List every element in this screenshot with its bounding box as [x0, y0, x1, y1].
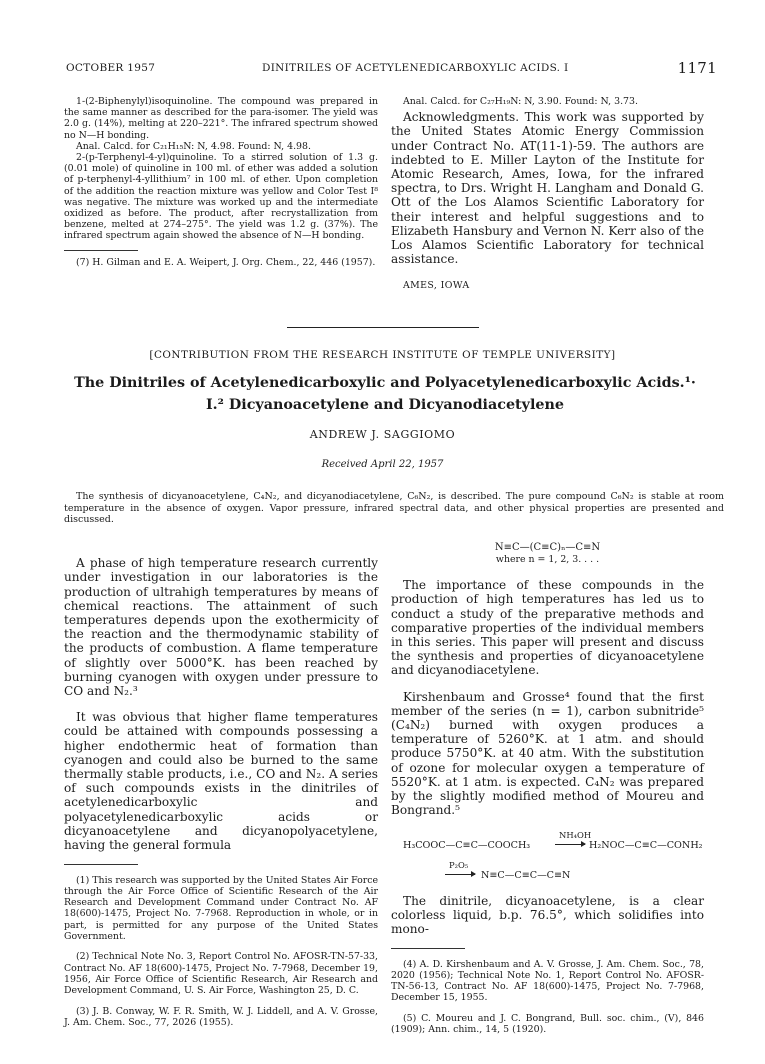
reagent-label: NH₄OH	[559, 829, 592, 840]
article-title	[60, 372, 710, 416]
article-separator	[287, 327, 479, 328]
acknowledgments: Acknowledgments. This work was supported by the United States Atomic Energy Commission under Contract No. AT(11-1)-59. The authors are indebted to E. Miller Layton of the Institute for Atomic Research, Ames, Iowa, for the infrared spectra, to Drs. Wright H. Langham and Donald G. Ott of the Los Alamos Scientific Laboratory for their interest and helpful suggestions and to Elizabeth Hansbury and Vernon N. Kerr also of the Los Alamos Scientific Laboratory for technical assistance.	[391, 110, 704, 267]
reaction-arrow	[555, 840, 585, 852]
footnote: (1) This research was supported by the United States Air Force through the Air Force Office of Scientific Research of the Air Research and Development Command under Contract No. AF 18(600)-1475, Project No. 7-7968. Reproduction in whole, or in part, is permitted for any purpose of the United States Government.	[64, 874, 378, 942]
body-paragraph: The importance of these compounds in the production of high temperatures has led us to conduct a study of the preparative methods and comparative properties of the individual members in this series. This paper will present and discuss the synthesis and properties of dicyanoacetylene and dicyanodiacetylene.	[391, 578, 704, 678]
running-head-title: DINITRILES OF ACETYLENEDICARBOXYLIC ACIDS. I	[262, 62, 569, 74]
reagent-label: P₂O₅	[449, 859, 469, 870]
footnote: (7) H. Gilman and E. A. Weipert, J. Org. Chem., 22, 446 (1957).	[76, 256, 376, 268]
reaction-arrow	[445, 870, 475, 882]
formula-condition: where n = 1, 2, 3. . . .	[495, 554, 600, 565]
experimental-paragraph: 2-(p-Terphenyl-4-yl)quinoline. To a stirred solution of 1.3 g. (0.01 mole) of quinoline in 100 ml. of ether was added a solution of p-terphenyl-4-yllithium⁷ in 100 ml. of ether. Upon completion of the addition the reaction mixture was yellow and Color Test I⁸ was negative. The mixture was worked up and the intermediate oxidized as before. The product, after recrystallization from benzene, melted at 274–275°. The yield was 1.2 g. (37%). The infrared spectrum again showed the absence of N—H bonding.	[64, 152, 378, 242]
body-paragraph: Kirshenbaum and Grosse⁴ found that the first member of the series (n = 1), carbon subnitride⁵ (C₄N₂) burned with oxygen produces a temperature of 5260°K. at 1 atm. and should produce 5750°K. at 40 atm. With the substitution of ozone for molecular oxygen a temperature of 5520°K. at 1 atm. is expected. C₄N₂ was prepared by the slightly modified method of Moureu and Bongrand.⁵	[391, 689, 704, 818]
author: ANDREW J. SAGGIOMO	[309, 428, 456, 441]
page-number: 1171	[677, 59, 717, 77]
title-line-1: The Dinitriles of Acetylenedicarboxylic and Polyacetylenedicarboxylic Acids.¹·	[74, 375, 696, 391]
running-head	[66, 59, 717, 80]
reactant: H₃COOC—C≡C—COOCH₃	[403, 839, 531, 851]
footnote-rule	[64, 864, 138, 865]
location: AMES, IOWA	[403, 280, 470, 292]
previous-article-right	[391, 96, 704, 292]
experimental-paragraph: 1-(2-Biphenylyl)isoquinoline. The compound was prepared in the same manner as described for the para-isomer. The yield was 2.0 g. (14%), melting at 220–221°. The infrared spectrum showed no N—H bonding.	[64, 96, 378, 141]
nitrile-product: N≡C—C≡C—C≡N	[481, 869, 571, 881]
footnote-rule	[391, 948, 465, 949]
footnote: (2) Technical Note No. 3, Report Control No. AFOSR-TN-57-33, Contract No. AF 18(600)-1475, Project No. 7-7968, December 19, 1956, Air Force Office of Scientific Research, Air Research and Development Command, U. S. Air Force, Washington 25, D. C.	[64, 951, 378, 996]
main-right-column	[391, 542, 704, 1036]
general-formula: N≡C—(C≡C)ₙ—C≡N	[494, 542, 601, 553]
footnote: (5) C. Moureu and J. C. Bongrand, Bull. soc. chim., (V), 846 (1909); Ann. chim., 14, 5 (1920).	[391, 1012, 704, 1036]
footnote: (4) A. D. Kirshenbaum and A. V. Grosse, J. Am. Chem. Soc., 78, 2020 (1956); Technical Note No. 1, Report Control No. AFOSR-TN-56-13, Contract No. AF 18(600)-1475, Project No. 7-7968, December 15, 1955.	[391, 958, 704, 1004]
contribution-line: [CONTRIBUTION FROM THE RESEARCH INSTITUTE OF TEMPLE UNIVERSITY]	[149, 349, 616, 361]
analysis-line: Anal. Calcd. for C₂₇H₁₉N: N, 3.90. Found: N, 3.73.	[403, 96, 638, 107]
body-paragraph: The dinitrile, dicyanoacetylene, is a clear colorless liquid, b.p. 76.5°, which solidifies into mono-	[391, 893, 704, 936]
received-date: Received April 22, 1957	[321, 459, 444, 470]
title-line-2: I.² Dicyanoacetylene and Dicyanodiacetylene	[205, 397, 564, 413]
main-left-column	[64, 544, 378, 1029]
body-paragraph: A phase of high temperature research currently under investigation in our laboratories is the production of ultrahigh temperatures by means of chemical reactions. The attainment of such temperatures depends upon the exothermicity of the reaction and the thermodynamic stability of the products of combustion. A flame temperature of slightly over 5000°K. has been reached by burning cyanogen with oxygen under pressure to CO and N₂.³	[64, 556, 378, 698]
previous-article-left	[64, 96, 378, 268]
footnote-rule	[64, 250, 138, 251]
running-head-date: OCTOBER 1957	[66, 62, 156, 74]
amide-product: H₂NOC—C≡C—CONH₂	[589, 839, 703, 851]
abstract: The synthesis of dicyanoacetylene, C₄N₂, and dicyanodiacetylene, C₆N₂, is described. The pure compound C₆N₂ is stable at room temperature in the absence of oxygen. Vapor pressure, infrared spectral data, and other physical properties are presented and discussed.	[64, 491, 724, 526]
footnote: (3) J. B. Conway, W. F. R. Smith, W. J. Liddell, and A. V. Grosse, J. Am. Chem. Soc., 77, 2026 (1955).	[64, 1005, 378, 1028]
reaction-scheme	[391, 830, 704, 880]
analysis-line: Anal. Calcd. for C₂₁H₁₅N: N, 4.98. Found: N, 4.98.	[76, 140, 311, 152]
body-paragraph: It was obvious that higher flame temperatures could be attained with compounds possessing a higher endothermic heat of formation than cyanogen and could also be burned to the same thermally stable products, i.e., CO and N₂. A series of such compounds exists in the dinitriles of acetylenedicarboxylic and polyacetylenedicarboxylic acids or dicyanoacetylene and dicyanopolyacetylene, having the general formula	[64, 710, 378, 853]
